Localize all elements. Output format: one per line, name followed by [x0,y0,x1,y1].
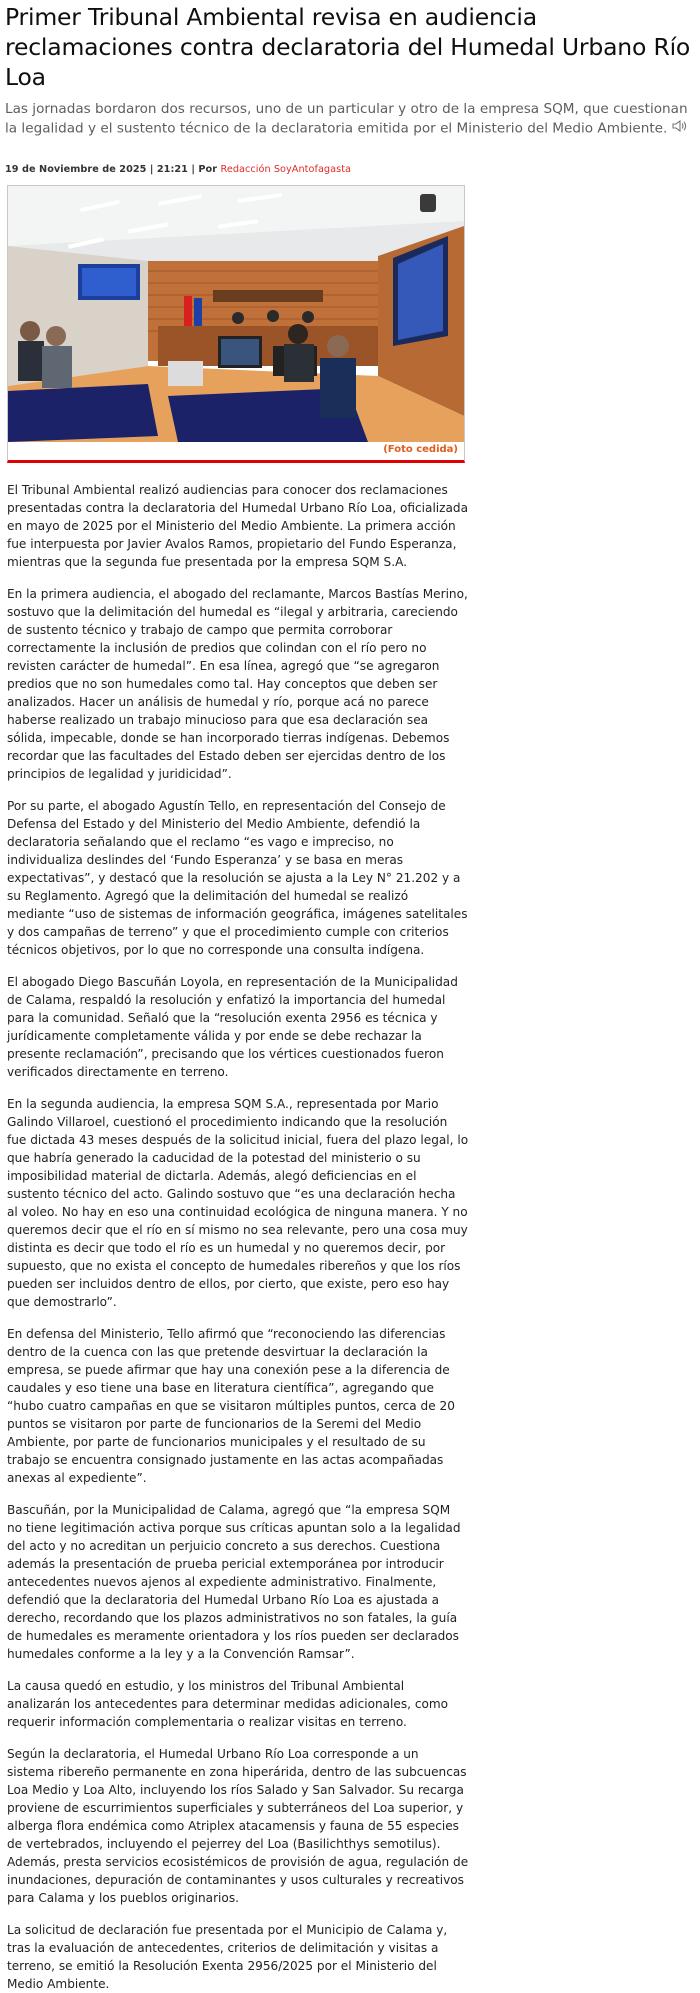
speaker-icon[interactable] [672,119,688,138]
paragraph: El Tribunal Ambiental realizó audiencias para conocer dos reclamaciones presentadas contra la declaratoria del Humedal Urbano Río Loa, oficializada en mayo de 2025 por el Ministerio del Medio Ambiente. La primera acción fue interpuesta por Javier Avalos Ramos, propietario del Fundo Esperanza, mientras que la segunda fue presentada por la empresa SQM S.A. [7,482,469,569]
article-body [7,481,469,1993]
paragraph: Bascuñán, por la Municipalidad de Calama, agregó que “la empresa SQM no tiene legitimación activa porque sus críticas apuntan solo a la legalidad del acto y no acreditan un perjuicio concreto a sus derechos. Cuestiona además la presentación de prueba pericial extemporánea por introducir antecedentes nuevos ajenos al expediente administrativo. Finalmente, defendió que la declaratoria del Humedal Urbano Río Loa es ajustada a derecho, recordando que los plazos administrativos no son fatales, la guía de humedales es meramente orientadora y los ríos pueden ser declarados humedales conforme a la ley y a la Convención Ramsar”. [7,1502,461,1661]
paragraph: En la primera audiencia, el abogado del reclamante, Marcos Bastías Merino, sostuvo que la delimitación del humedal es “ilegal y arbitraria, careciendo de sustento técnico y trabajo de campo que permita corroborar correctamente la inclusión de predios que colindan con el río pero no revisten carácter de humedal”. En esa línea, agregó que “se agregaron predios que no son humedales como tal. Hay conceptos que deben ser analizados. Hacer un análisis de humedal y río, porque acá no parece haberse realizado un trabajo minucioso para que esa declaración sea sólida, impecable, donde se han incorporado tierras indígenas. Debemos recordar que las facultades del Estado deben ser ejercidas dentro de los principios de legalidad y juridicidad”. [7,586,468,781]
paragraph: En la segunda audiencia, la empresa SQM S.A., representada por Mario Galindo Villaroel, cuestionó el procedimiento indicando que la resolución fue dictada 43 meses después de la solicitud inicial, fuera del plazo legal, lo que habría generado la caducidad de la potestad del ministerio o su imposibilidad material de dictarla. Además, alegó deficiencias en el sustento técnico del acto. Galindo sostuvo que “es una declaración hecha al voleo. No hay en eso una continuidad ecológica de ninguna manera. Y no queremos decir que el río en sí mismo no sea relevante, pero una cosa muy distinta es decir que todo el río es un humedal y no queremos decir, por supuesto, que no exista el concepto de humedales ribereños y que los ríos pueden ser incluidos dentro de ellos, por cierto, que existe, pero eso hay que demostrarlo”. [7,1096,469,1309]
headline: Primer Tribunal Ambiental revisa en audiencia reclamaciones contra declaratoria del Humedal Urbano Río Loa [5,3,691,91]
subtitle [5,100,694,139]
article-meta [5,164,694,175]
courtroom-photo [8,186,464,442]
paragraph: El abogado Diego Bascuñán Loyola, en representación de la Municipalidad de Calama, respaldó la resolución y enfatizó la importancia del humedal para la comunidad. Señaló que la “resolución exenta 2956 es técnica y jurídicamente completamente válida y por ende se debe rechazar la presente reclamación”, precisando que los vértices cuestionados fueron verificados directamente en terreno. [7,974,458,1079]
article-figure [7,185,465,463]
paragraph: Según la declaratoria, el Humedal Urbano Río Loa corresponde a un sistema ribereño permanente en zona hiperárida, dentro de las subcuencas Loa Medio y Loa Alto, incluyendo los ríos Salado y San Salvador. Su recarga proviene de escurrimientos superficiales y subterráneos del Loa superior, y alberga flora endémica como Atriplex atacamensis y fauna de 55 especies de vertebrados, incluyendo el pejerrey del Loa (Basilichthys semotilus). Además, presta servicios ecosistémicos de provisión de agua, regulación de inundaciones, depuración de contaminantes y usos culturales y recreativos para Calama y los pueblos originarios. [7,1746,469,1905]
paragraph: Por su parte, el abogado Agustín Tello, en representación del Consejo de Defensa del Estado y del Ministerio del Medio Ambiente, defendió la declaratoria señalando que el reclamo “es vago e impreciso, no individualiza deslindes del ‘Fundo Esperanza’ y se basa en meras expectativas”, y destacó que la resolución se ajusta a la Ley N° 21.202 y a su Reglamento. Agregó que la delimitación del humedal se realizó mediante “uso de sistemas de información geográfica, imágenes satelitales y dos campañas de terreno” y que el procedimiento cumple con criterios técnicos objetivos, por lo que no corresponde una consulta indígena. [7,798,468,957]
author-link[interactable]: Redacción SoyAntofagasta [220,163,352,175]
paragraph: La causa quedó en estudio, y los ministros del Tribunal Ambiental analizarán los antecedentes para determinar medidas adicionales, como requerir información complementaria o realizar visitas en terreno. [7,1678,449,1729]
subtitle-text: Las jornadas bordaron dos recursos, uno de un particular y otro de la empresa SQM, que cuestionan la legalidad y el sustento técnico de la declaratoria emitida por el Ministerio del Medio Ambiente. [5,101,688,137]
photo-caption: (Foto cedida) [383,443,458,455]
paragraph: En defensa del Ministerio, Tello afirmó que “reconociendo las diferencias dentro de la cuenca con las que pretende desvirtuar la declaración la empresa, se puede afirmar que hay una conexión pese a la diferencia de caudales y eso tiene una base en literatura científica”, agregando que “hubo cuatro campañas en que se visitaron múltiples puntos, cerca de 20 puntos se visitaron por parte de funcionarios de la Seremi del Medio Ambiente, por parte de funcionarios municipales y el resultado de su trabajo se encuentra consignado justamente en las actas acompañadas anexas al expediente”. [7,1326,455,1485]
date-time: 19 de Noviembre de 2025 | 21:21 | Por [5,163,221,175]
paragraph: La solicitud de declaración fue presentada por el Municipio de Calama y, tras la evaluación de antecedentes, criterios de delimitación y visitas a terreno, se emitió la Resolución Exenta 2956/2025 por el Ministerio del Medio Ambiente. [7,1922,448,1991]
